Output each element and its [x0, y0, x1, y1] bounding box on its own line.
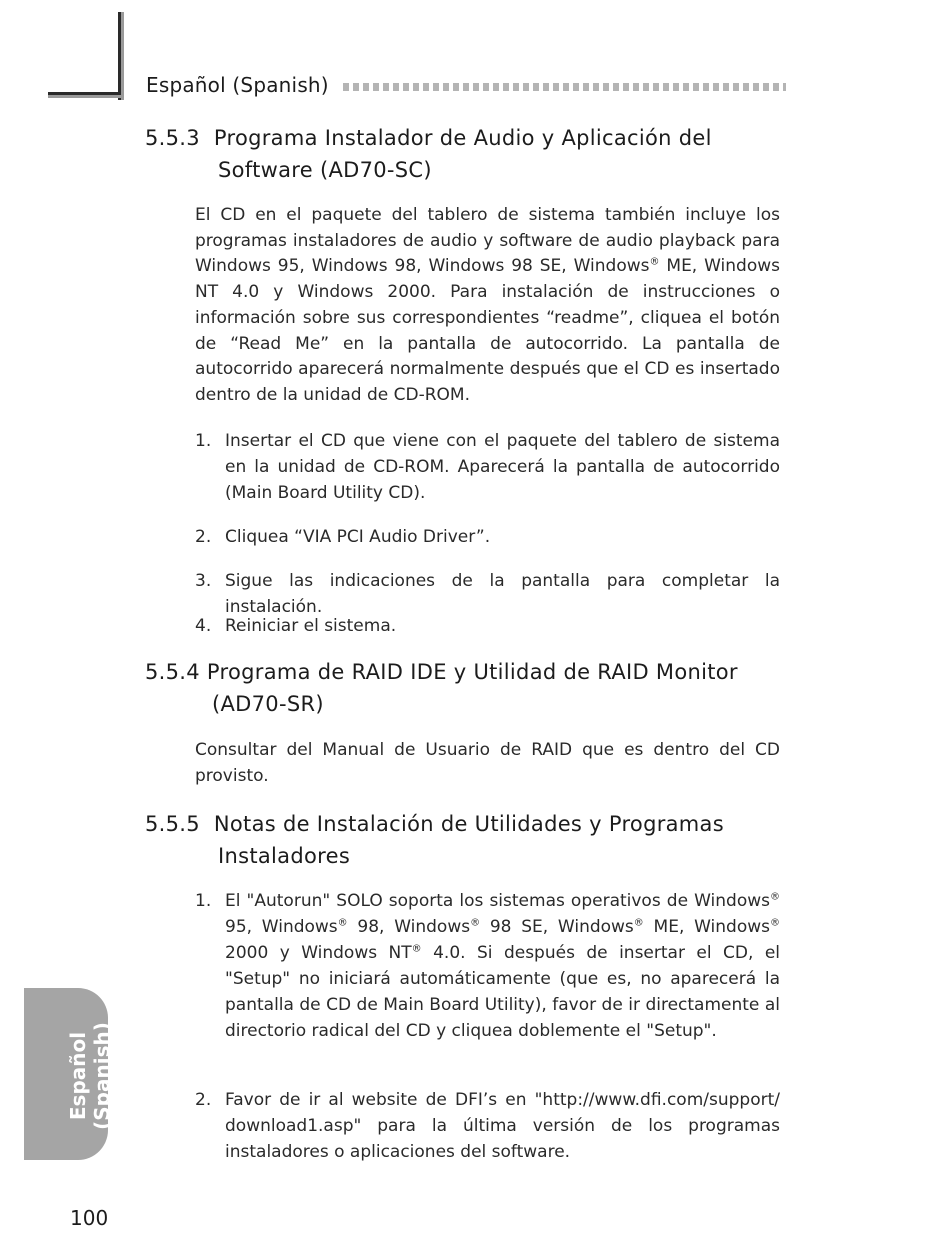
side-tab-line1: Español: [66, 1031, 90, 1121]
section-number: 5.5.3: [145, 126, 200, 150]
header-dotted-rule: [343, 83, 786, 91]
list-number: 4.: [195, 616, 212, 636]
list-item: [195, 428, 780, 506]
list-number: 2.: [195, 527, 212, 547]
list-number: 1.: [195, 891, 212, 911]
section-title-line2: Instaladores: [218, 844, 351, 868]
crop-mark-horizontal: [48, 92, 121, 95]
list-number: 1.: [195, 431, 212, 451]
list-text: Insertar el CD que viene con el paquete del tablero de sistema en la unidad de CD-ROM. Aparecerá la pantalla de autocorrido (Main Board Utility CD).: [225, 431, 780, 503]
side-tab-line2: (Spanish): [90, 1022, 114, 1130]
section-title-line2: (AD70-SR): [212, 692, 324, 716]
running-header: [146, 70, 786, 100]
section-heading-5-5-4: [145, 656, 780, 720]
section-title-line2: Software (AD70-SC): [218, 158, 432, 182]
list-text: Favor de ir al website de DFI’s en "http://www.dfi.com/support/ download1.asp" para la última versión de los programas instaladores o aplicaciones del software.: [225, 1090, 780, 1162]
list-text: Cliquea “VIA PCI Audio Driver”.: [225, 527, 491, 547]
side-tab-label: [66, 1006, 114, 1146]
section-number: 5.5.5: [145, 812, 200, 836]
section-heading-5-5-3: [145, 122, 780, 186]
section-paragraph: Consultar del Manual de Usuario de RAID que es dentro del CD provisto.: [195, 740, 780, 786]
section-title-line1: Programa de RAID IDE y Utilidad de RAID Monitor: [206, 660, 738, 684]
list-item: [195, 1087, 780, 1165]
list-text: Reiniciar el sistema.: [225, 616, 397, 636]
section-title-line1: Notas de Instalación de Utilidades y Programas: [213, 812, 724, 836]
list-item: [195, 888, 780, 1044]
list-item: [195, 613, 780, 639]
list-text: Sigue las indicaciones de la pantalla para completar la instalación.: [225, 571, 780, 617]
section-heading-5-5-5: [145, 808, 780, 872]
header-title: Español (Spanish): [146, 73, 329, 97]
list-number: 2.: [195, 1090, 212, 1110]
page-number: 100: [70, 1206, 109, 1230]
list-item: [195, 524, 780, 550]
section-title-line1: Programa Instalador de Audio y Aplicación del: [213, 126, 712, 150]
language-side-tab: [24, 988, 114, 1160]
list-text: El "Autorun" SOLO soporta los sistemas operativos de Windows® 95, Windows® 98, Windows® 98 SE, Windows® ME, Windows® 2000 y Windows NT® 4.0. Si después de insertar el CD, el "Setup" no iniciará automáticamente (que es, no aparecerá la pantalla de CD de Main Board Utility), favor de ir directamente al directorio radical del CD y cliquea doblemente el "Setup".: [225, 891, 781, 1041]
crop-mark-vertical: [118, 12, 121, 100]
list-number: 3.: [195, 571, 212, 591]
section-paragraph: El CD en el paquete del tablero de sistema también incluye los programas instaladores de audio y software de audio playback para Windows 95, Windows 98, Windows 98 SE, Windows® ME, Windows NT 4.0 y Windows 2000. Para instalación de instrucciones o información sobre sus correspondientes “readme”, cliquea el botón de “Read Me” en la pantalla de autocorrido. La pantalla de autocorrido aparecerá normalmente después que el CD es insertado dentro de la unidad de CD-ROM.: [195, 205, 780, 405]
section-number: 5.5.4: [145, 660, 200, 684]
